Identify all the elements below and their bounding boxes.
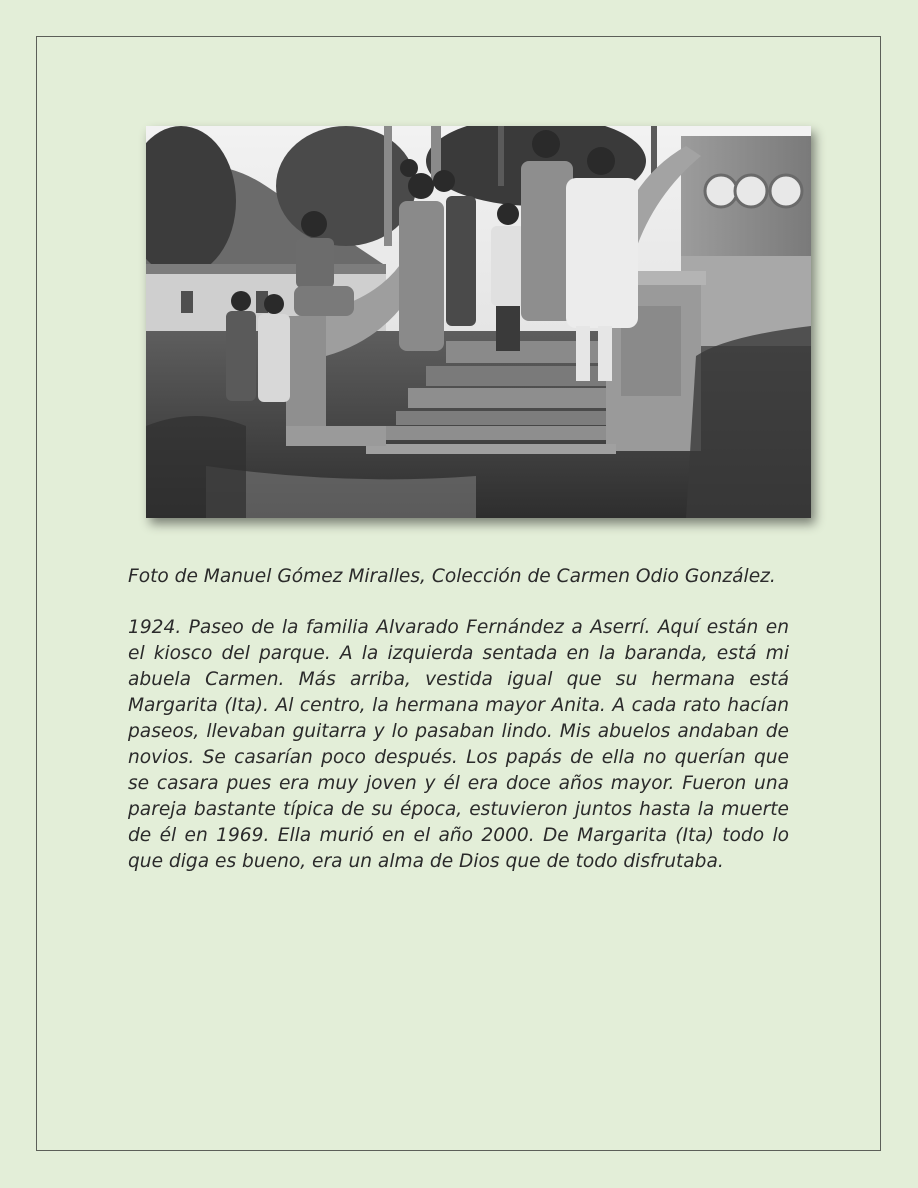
- photo-caption: Foto de Manuel Gómez Miralles, Colección de Carmen Odio González.: [128, 566, 776, 587]
- text-block: [128, 564, 789, 875]
- historical-photo: [146, 126, 811, 518]
- body-paragraph: 1924. Paseo de la familia Alvarado Fernández a Aserrí. Aquí están en el kiosco del parque. A la izquierda sentada en la baranda, está mi abuela Carmen. Más arriba, vestida igual que su hermana está Margarita (Ita). Al centro, la hermana mayor Anita. A cada rato hacían paseos, llevaban guitarra y lo pasaban lindo. Mis abuelos andaban de novios. Se casarían poco después. Los papás de ella no querían que se casara pues era muy joven y él era doce años mayor. Fueron una pareja bastante típica de su época, estuvieron juntos hasta la muerte de él en 1969. Ella murió en el año 2000. De Margarita (Ita) todo lo que diga es bueno, era un alma de Dios que de todo disfrutaba.: [128, 617, 789, 872]
- photo-illustration: [146, 126, 811, 518]
